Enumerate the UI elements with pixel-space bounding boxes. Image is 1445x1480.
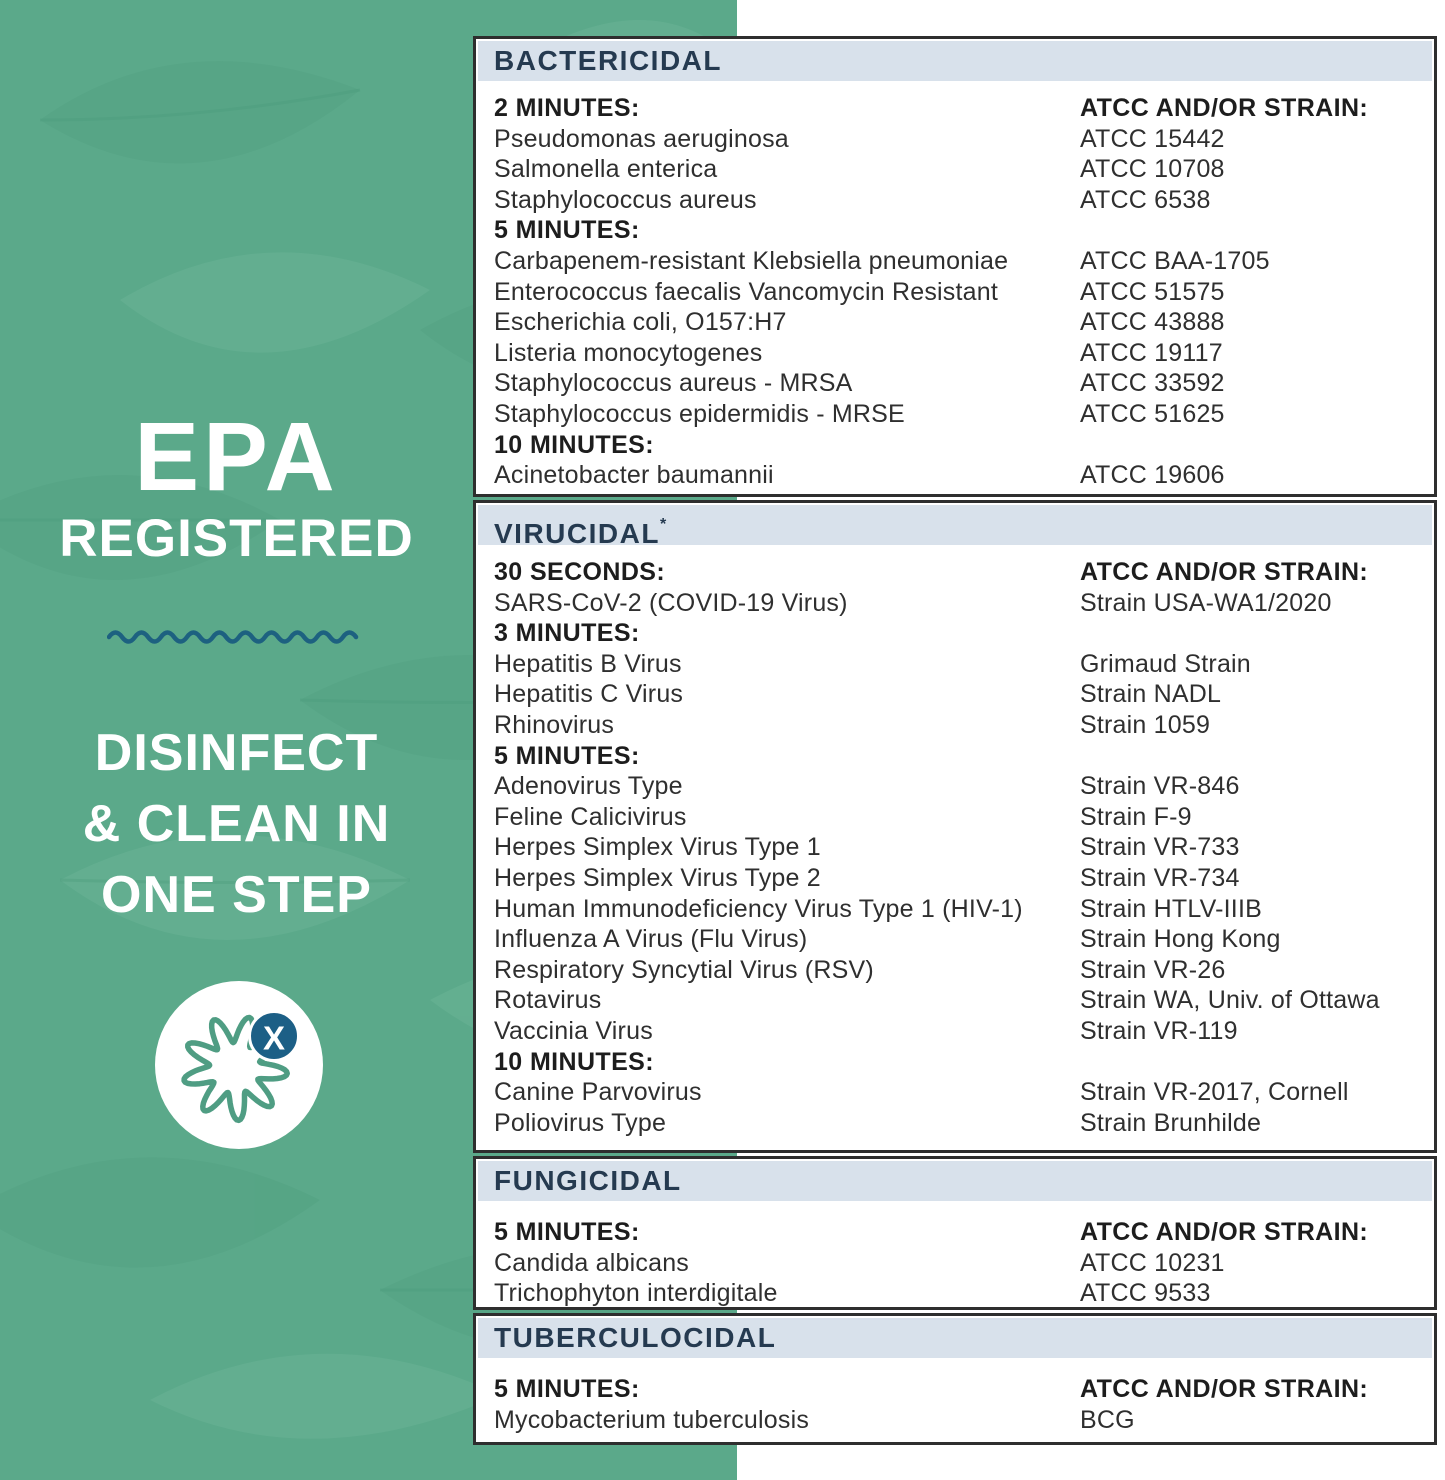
section-header-virucidal xyxy=(478,505,1432,549)
organism-name: Influenza A Virus (Flu Virus) xyxy=(494,925,808,954)
organism-name: Poliovirus Type xyxy=(494,1108,667,1137)
strain-column-header: ATCC AND/OR STRAIN: xyxy=(1080,1375,1369,1403)
organism-row xyxy=(476,307,1434,338)
strain-value: ATCC 9533 xyxy=(1080,1279,1211,1308)
organism-row xyxy=(476,1016,1434,1047)
section-title: VIRUCIDAL xyxy=(494,518,660,549)
organism-row xyxy=(476,185,1434,216)
contact-time-label: 10 MINUTES: xyxy=(494,1047,654,1076)
strain-value: ATCC 6538 xyxy=(1080,185,1211,214)
organism-row xyxy=(476,1405,1434,1436)
strain-value: Strain VR-26 xyxy=(1080,955,1226,984)
strain-value: Grimaud Strain xyxy=(1080,649,1251,678)
contact-time-label: 5 MINUTES: xyxy=(494,1375,640,1403)
organism-name: Escherichia coli, O157:H7 xyxy=(494,308,787,337)
time-header-row xyxy=(476,93,1434,124)
organism-row xyxy=(476,277,1434,308)
organism-name: Human Immunodeficiency Virus Type 1 (HIV-1) xyxy=(494,894,1023,923)
organism-name: Staphylococcus aureus - MRSA xyxy=(494,369,853,398)
section-tuberculocidal xyxy=(473,1313,1437,1445)
organism-row xyxy=(476,924,1434,955)
organism-name: Hepatitis B Virus xyxy=(494,649,682,678)
organism-row xyxy=(476,124,1434,155)
tagline-line-2: & CLEAN IN xyxy=(82,795,391,853)
organism-name: Herpes Simplex Virus Type 2 xyxy=(494,863,821,892)
contact-time-label: 2 MINUTES: xyxy=(494,94,640,122)
time-header-row xyxy=(476,215,1434,246)
organism-name: Enterococcus faecalis Vancomycin Resistant xyxy=(494,277,998,306)
section-title: BACTERICIDAL xyxy=(494,45,722,76)
strain-value: ATCC 33592 xyxy=(1080,369,1225,398)
organism-name: SARS-CoV-2 (COVID-19 Virus) xyxy=(494,588,848,617)
strain-value: Strain F-9 xyxy=(1080,802,1192,831)
strain-column-header: ATCC AND/OR STRAIN: xyxy=(1080,558,1369,586)
strain-value xyxy=(1080,1047,1434,1078)
time-header-row xyxy=(476,1374,1434,1405)
strain-value: ATCC 19117 xyxy=(1080,338,1223,367)
organism-row xyxy=(476,802,1434,833)
organism-row xyxy=(476,985,1434,1016)
organism-name: Rotavirus xyxy=(494,986,602,1015)
section-virucidal xyxy=(473,500,1437,1153)
organism-row xyxy=(476,679,1434,710)
time-header-row xyxy=(476,557,1434,588)
strain-value: Strain VR-734 xyxy=(1080,863,1240,892)
strain-value: ATCC 10708 xyxy=(1080,155,1225,184)
time-header-row xyxy=(476,741,1434,772)
section-bactericidal xyxy=(473,36,1437,497)
organism-name: Adenovirus Type xyxy=(494,772,683,801)
epa-registered-label: REGISTERED xyxy=(59,509,414,568)
organism-row xyxy=(476,460,1434,491)
organism-row xyxy=(476,1278,1434,1309)
epa-title: EPA xyxy=(134,402,339,511)
section-rows xyxy=(476,81,1434,491)
strain-value: Strain WA, Univ. of Ottawa xyxy=(1080,986,1380,1015)
strain-value: ATCC 19606 xyxy=(1080,461,1225,490)
organism-name: Mycobacterium tuberculosis xyxy=(494,1405,810,1434)
strain-value: Strain VR-2017, Cornell xyxy=(1080,1078,1349,1107)
contact-time-label: 10 MINUTES: xyxy=(494,430,654,459)
organism-row xyxy=(476,863,1434,894)
organism-name: Staphylococcus aureus xyxy=(494,185,757,214)
organism-name: Vaccinia Virus xyxy=(494,1016,653,1045)
time-header-row xyxy=(476,618,1434,649)
strain-value xyxy=(1080,618,1434,649)
strain-value: ATCC 10231 xyxy=(1080,1248,1225,1277)
organism-row xyxy=(476,1108,1434,1139)
organism-name: Herpes Simplex Virus Type 1 xyxy=(494,833,821,862)
section-header-tuberculocidal xyxy=(478,1318,1432,1358)
contact-time-label: 30 SECONDS: xyxy=(494,558,666,586)
time-header-row xyxy=(476,1047,1434,1078)
organism-name: Candida albicans xyxy=(494,1248,689,1277)
organism-row xyxy=(476,588,1434,619)
organism-row xyxy=(476,1077,1434,1108)
strain-value: Strain Hong Kong xyxy=(1080,925,1281,954)
organism-name: Carbapenem-resistant Klebsiella pneumoniae xyxy=(494,246,1009,275)
organism-name: Canine Parvovirus xyxy=(494,1078,702,1107)
organism-row xyxy=(476,771,1434,802)
organism-name: Trichophyton interdigitale xyxy=(494,1279,778,1308)
organism-name: Listeria monocytogenes xyxy=(494,338,763,367)
x-badge-letter: X xyxy=(262,1019,286,1057)
claims-panel xyxy=(473,36,1437,1448)
strain-value: ATCC 15442 xyxy=(1080,124,1225,153)
organism-name: Staphylococcus epidermidis - MRSE xyxy=(494,399,905,428)
strain-value: Strain USA-WA1/2020 xyxy=(1080,588,1332,617)
strain-value: ATCC BAA-1705 xyxy=(1080,246,1270,275)
organism-name: Rhinovirus xyxy=(494,710,615,739)
tagline xyxy=(0,718,473,931)
tagline-line-1: DISINFECT xyxy=(94,724,379,782)
organism-row xyxy=(476,368,1434,399)
organism-name: Hepatitis C Virus xyxy=(494,680,684,709)
organism-row xyxy=(476,154,1434,185)
organism-row xyxy=(476,955,1434,986)
organism-row xyxy=(476,710,1434,741)
strain-column-header: ATCC AND/OR STRAIN: xyxy=(1080,1218,1369,1246)
section-rows xyxy=(476,1358,1434,1435)
organism-row xyxy=(476,832,1434,863)
organism-name: Feline Calicivirus xyxy=(494,802,687,831)
strain-value: Strain VR-119 xyxy=(1080,1016,1238,1045)
section-title: FUNGICIDAL xyxy=(494,1165,682,1196)
organism-row xyxy=(476,399,1434,430)
organism-row xyxy=(476,894,1434,925)
organism-row xyxy=(476,246,1434,277)
organism-name: Acinetobacter baumannii xyxy=(494,461,774,490)
time-header-row xyxy=(476,430,1434,461)
wavy-divider-icon xyxy=(0,630,473,649)
time-header-row xyxy=(476,1217,1434,1248)
organism-row xyxy=(476,338,1434,369)
tagline-line-3: ONE STEP xyxy=(101,866,372,924)
strain-value xyxy=(1080,741,1434,772)
contact-time-label: 5 MINUTES: xyxy=(494,1218,640,1246)
section-header-fungicidal xyxy=(478,1161,1432,1201)
strain-value: Strain VR-733 xyxy=(1080,833,1240,862)
contact-time-label: 5 MINUTES: xyxy=(494,216,640,245)
strain-value: Strain NADL xyxy=(1080,680,1222,709)
virus-crossed-icon xyxy=(154,980,324,1150)
strain-value xyxy=(1080,430,1434,461)
strain-value: Strain VR-846 xyxy=(1080,772,1240,801)
section-rows xyxy=(476,545,1434,1138)
strain-value: ATCC 43888 xyxy=(1080,308,1225,337)
strain-value: ATCC 51575 xyxy=(1080,277,1225,306)
strain-column-header: ATCC AND/OR STRAIN: xyxy=(1080,94,1369,122)
strain-value: Strain 1059 xyxy=(1080,710,1211,739)
strain-value: BCG xyxy=(1080,1405,1135,1434)
section-rows xyxy=(476,1201,1434,1309)
strain-value: Strain Brunhilde xyxy=(1080,1108,1262,1137)
organism-row xyxy=(476,1248,1434,1279)
strain-value: ATCC 51625 xyxy=(1080,399,1225,428)
contact-time-label: 3 MINUTES: xyxy=(494,619,640,648)
strain-value: Strain HTLV-IIIB xyxy=(1080,894,1262,923)
organism-name: Pseudomonas aeruginosa xyxy=(494,124,789,153)
section-fungicidal xyxy=(473,1156,1437,1310)
organism-name: Salmonella enterica xyxy=(494,155,718,184)
section-title: TUBERCULOCIDAL xyxy=(494,1322,777,1353)
sidebar xyxy=(0,0,473,1480)
section-header-bactericidal xyxy=(478,41,1432,81)
contact-time-label: 5 MINUTES: xyxy=(494,741,640,770)
organism-name: Respiratory Syncytial Virus (RSV) xyxy=(494,955,874,984)
strain-value xyxy=(1080,215,1434,246)
organism-row xyxy=(476,649,1434,680)
section-title-asterisk: * xyxy=(659,516,667,533)
